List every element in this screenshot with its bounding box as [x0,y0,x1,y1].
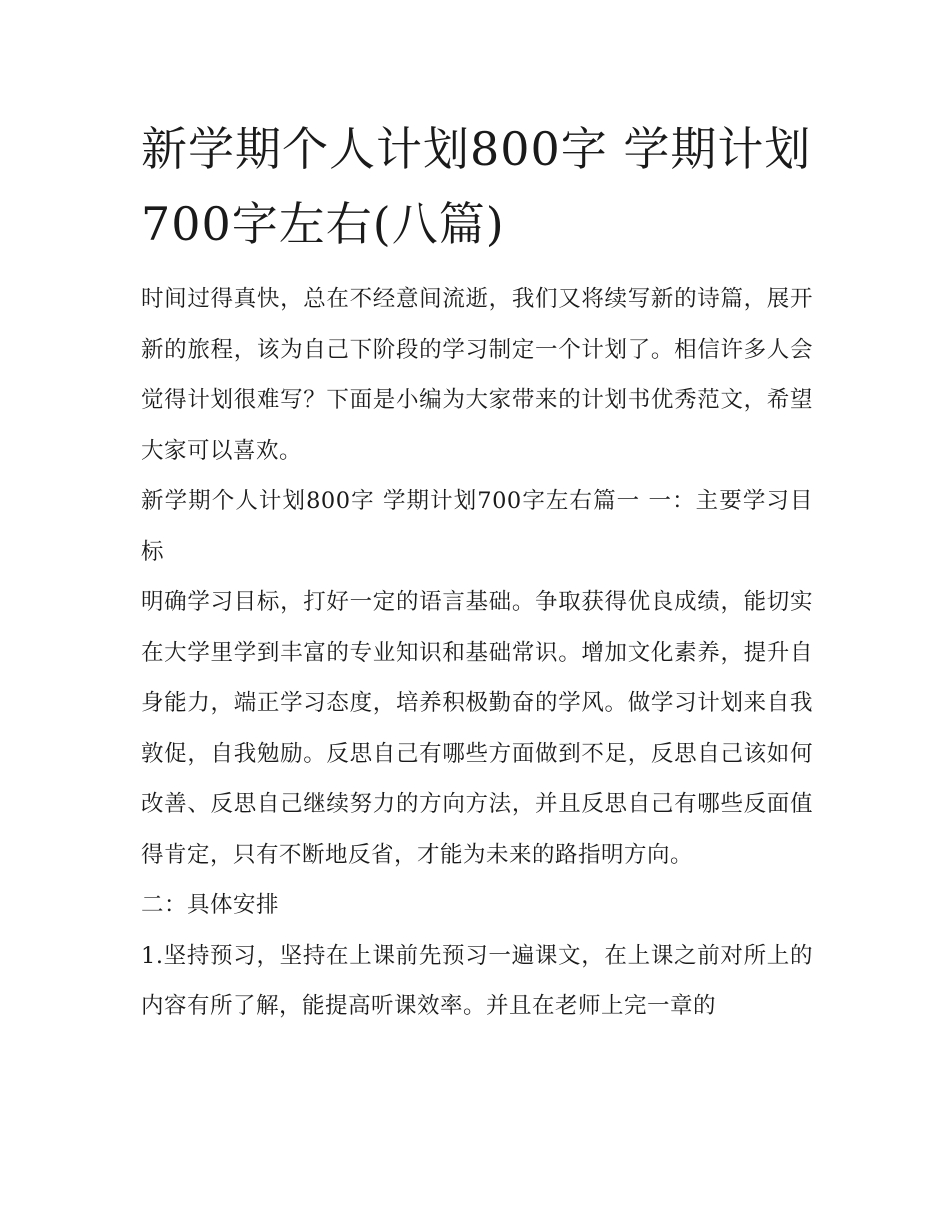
arrangement-item-1: 1.坚持预习，坚持在上课前先预习一遍课文，在上课之前对所上的内容有所了解，能提高听课效率。并且在老师上完一章的 [141,942,813,1019]
intro-paragraph: 时间过得真快，总在不经意间流逝，我们又将续写新的诗篇，展开新的旅程，该为自己下阶段的学习制定一个计划了。相信许多人会觉得计划很难写？下面是小编为大家带来的计划书优秀范文，希望大家可以喜欢。 [141,286,813,464]
section-heading-one: 新学期个人计划800字 学期计划700字左右篇一 一：主要学习目标 [141,488,813,565]
document-title: 新学期个人计划800字 学期计划700字左右(八篇) [141,122,812,251]
goals-paragraph: 明确学习目标，打好一定的语言基础。争取获得优良成绩，能切实在大学里学到丰富的专业知识和基础常识。增加文化素养，提升自身能力，端正学习态度，培养积极勤奋的学风。做学习计划来自我敦促，自我勉励。反思自己有哪些方面做到不足，反思自己该如何改善、反思自己继续努力的方向方法，并且反思自己有哪些反面值得肯定，只有不断地反省，才能为未来的路指明方向。 [141,589,813,868]
section-heading-two: 二：具体安排 [141,892,280,918]
document-page [141,112,813,1032]
